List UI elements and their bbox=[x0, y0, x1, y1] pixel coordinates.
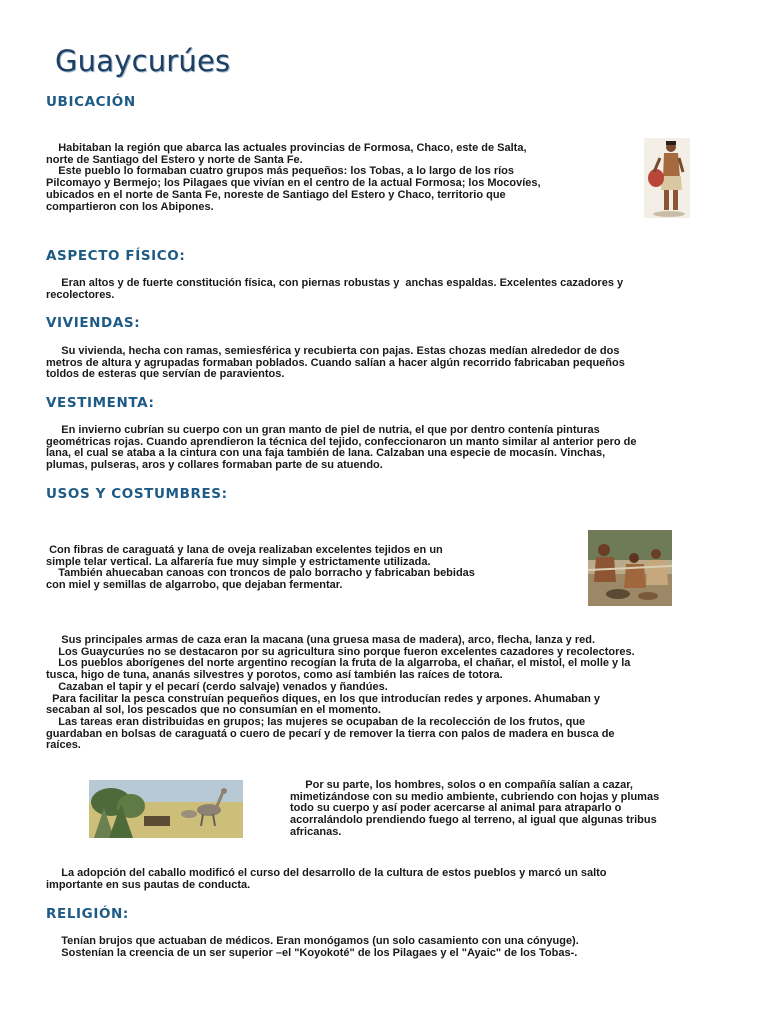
hunting-landscape-illustration bbox=[89, 780, 243, 838]
paragraph-ubicacion: Habitaban la región que abarca las actuales provincias de Formosa, Chaco, este de Salta, norte de Santiago del Estero y norte de Santa Fe. Este pueblo lo formaban cuatro grupos más pequeños: los Tobas, a lo largo de los ríos Pilcomayo y Bermejo; los Pilagaes que vivían en el centro de la actual Formosa; los Mocovíes, ubicados en el norte de Santa Fe, noreste de Santiago del Estero y Chaco, territorio que compartieron con los Abipones. bbox=[46, 142, 541, 213]
heading-viviendas: VIVIENDAS: bbox=[46, 315, 141, 331]
paragraph-usos-1: Con fibras de caraguatá y lana de oveja realizaban excelentes tejidos en un simple telar vertical. La alfarería fue muy simple y estrictamente utilizada. También ahuecaban canoas con troncos de palo borracho y fabricaban bebidas con miel y semillas de algarrobo, que dejaban fermentar. bbox=[46, 544, 475, 592]
paragraph-usos-4: La adopción del caballo modificó el curso del desarrollo de la cultura de estos pueblos y marcó un salto importante en sus pautas de conducta. bbox=[46, 867, 607, 891]
paragraph-usos-2: Sus principales armas de caza eran la macana (una gruesa masa de madera), arco, flecha, lanza y red. Los Guaycurúes no se destacaron por su agricultura sino porque fueron excelentes cazadores y recolectores. Los pueblos aborígenes del norte argentino recogían la fruta de la algarroba, el chañar, el mistol, el molle y la tusca, higo de tuna, ananás silvestres y porotos, como así también las raíces de totora. Cazaban el tapir y el pecarí (cerdo salvaje) venados y ñandúes. Para facilitar la pesca construían pequeños diques, en los que introducían redes y arpones. Ahumaban y secaban al sol, los pescados que no consumían en el momento. Las tareas eran distribuidas en grupos; las mujeres se ocupaban de la recolección de los frutos, que guardaban en bolsas de caraguatá o cuero de pecarí y de remover la tierra con palos de madera en busca de raíces. bbox=[46, 634, 635, 752]
paragraph-usos-3: Por su parte, los hombres, solos o en compañía salían a cazar, mimetizándose con su medio ambiente, cubriendo con hojas y plumas todo su cuerpo y así poder acercarse al animal para atraparlo o acorralándolo prendiendo fuego al terreno, al igual que algunas tribus africanas. bbox=[290, 779, 660, 838]
page-title: Guaycurúes bbox=[55, 44, 231, 78]
heading-vestimenta: VESTIMENTA: bbox=[46, 395, 155, 411]
paragraph-religion: Tenían brujos que actuaban de médicos. Eran monógamos (un solo casamiento con una cónyuge). Sostenían la creencia de un ser superior –el "Koyokoté" de los Pilagaes y el "Ayaic" de los Tobas-. bbox=[61, 935, 579, 959]
heading-ubicacion: UBICACIÓN bbox=[46, 94, 136, 110]
heading-religion: RELIGIÓN: bbox=[46, 906, 129, 922]
paragraph-viviendas: Su vivienda, hecha con ramas, semiesférica y recubierta con pajas. Estas chozas medían alrededor de dos metros de altura y agrupadas formaban poblados. Cuando salían a hacer algún recorrido fabricaban pequeños toldos de esteras que servían de paravientos. bbox=[46, 345, 625, 381]
paragraph-vestimenta: En invierno cubrían su cuerpo con un gran manto de piel de nutria, el que por dentro contenía pinturas geométricas rojas. Cuando aprendieron la técnica del tejido, confeccionaron un manto similar al anterior pero de lana, el cual se ataba a la cintura con una faja también de lana. Calzaban una especie de mocasín. Vinchas, plumas, pulseras, aros y collares formaban parte de su atuendo. bbox=[46, 424, 637, 472]
indigenous-people-working-illustration bbox=[588, 530, 672, 606]
paragraph-aspecto-fisico: Eran altos y de fuerte constitución física, con piernas robustas y anchas espaldas. Excelentes cazadores y recolectores. bbox=[46, 277, 624, 301]
heading-usos-costumbres: USOS Y COSTUMBRES: bbox=[46, 486, 228, 502]
indigenous-man-illustration bbox=[644, 138, 690, 218]
heading-aspecto-fisico: ASPECTO FÍSICO: bbox=[46, 248, 186, 264]
